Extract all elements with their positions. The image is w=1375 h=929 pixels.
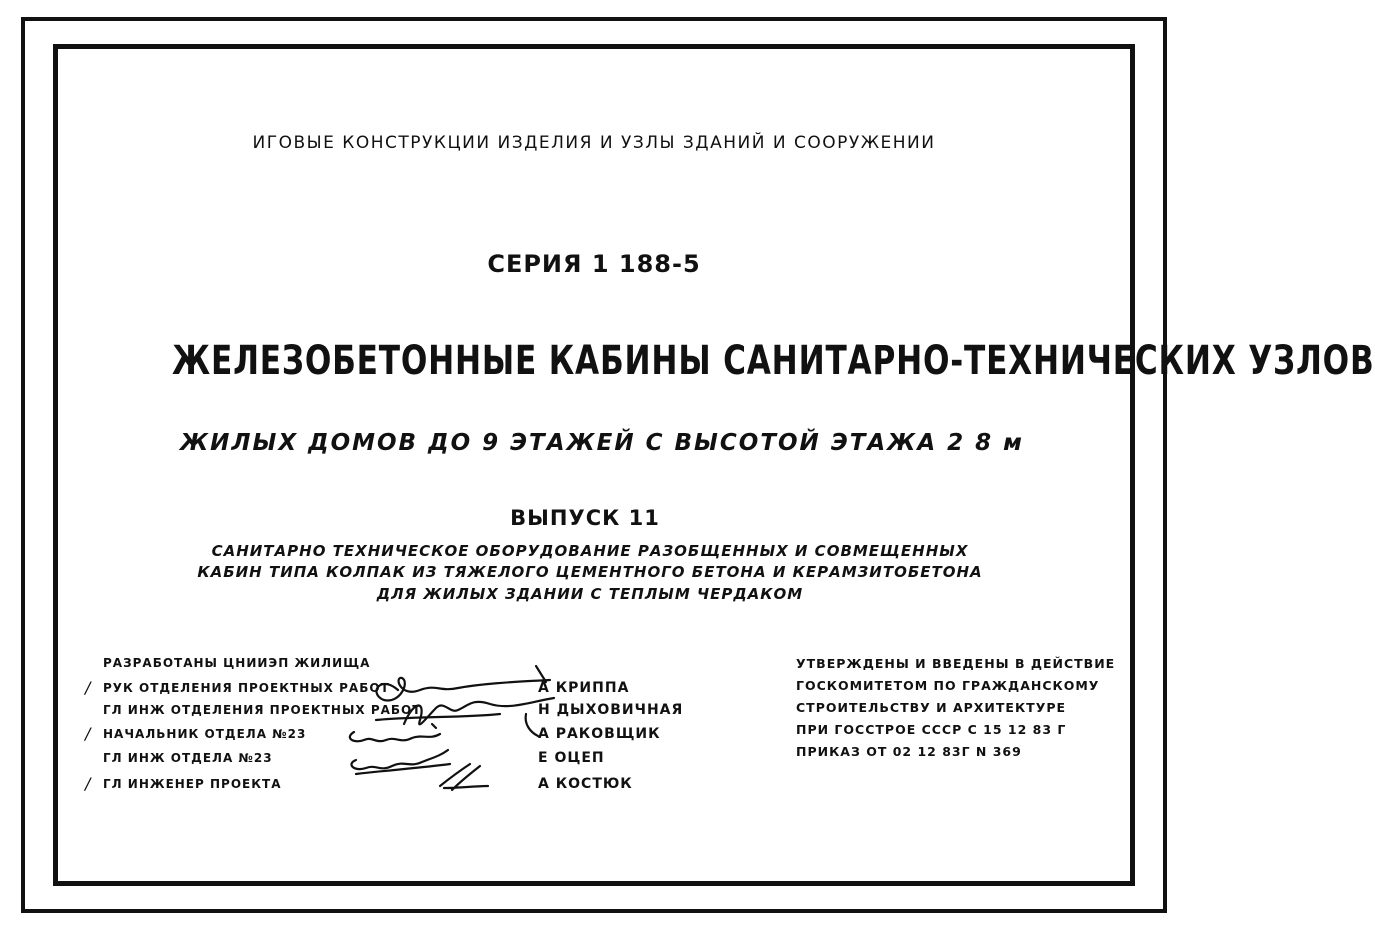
- approval-block: [796, 656, 1116, 766]
- issue-number: ВЫПУСК 11: [510, 506, 660, 530]
- description-line-1: САНИТАРНО ТЕХНИЧЕСКОЕ ОБОРУДОВАНИЕ РАЗОБЩЕННЫХ И СОВМЕЩЕННЫХ: [211, 542, 969, 560]
- signatory-role: НАЧАЛЬНИК ОТДЕЛА №23: [103, 727, 307, 741]
- main-title: ЖЕЛЕЗОБЕТОННЫЕ КАБИНЫ САНИТАРНО-ТЕХНИЧЕСКИХ УЗЛОВ: [172, 338, 1375, 384]
- signatory-mark: /: [85, 774, 91, 793]
- signature-1: [377, 678, 550, 701]
- category-heading: ИГОВЫЕ КОНСТРУКЦИИ ИЗДЕЛИЯ И УЗЛЫ ЗДАНИЙ И СООРУЖЕНИИ: [252, 133, 936, 153]
- approval-line-2: ГОСКОМИТЕТОМ ПО ГРАЖДАНСКОМУ: [796, 678, 1100, 693]
- approval-line-5: ПРИКАЗ ОТ 02 12 83Г N 369: [796, 744, 1022, 759]
- approval-line-3: СТРОИТЕЛЬСТВУ И АРХИТЕКТУРЕ: [796, 700, 1067, 715]
- signatory-role: ГЛ ИНЖ ОТДЕЛА №23: [103, 751, 273, 765]
- signature-5: [440, 764, 488, 790]
- subtitle: ЖИЛЫХ ДОМОВ ДО 9 ЭТАЖЕЙ С ВЫСОТОЙ ЭТАЖА 2 8 м: [180, 430, 1024, 456]
- developer-organization: РАЗРАБОТАНЫ ЦНИИЭП ЖИЛИЩА: [103, 656, 371, 670]
- approval-line-4: ПРИ ГОССТРОЕ СССР С 15 12 83 Г: [796, 722, 1067, 737]
- description-line-3: ДЛЯ ЖИЛЫХ ЗДАНИИ С ТЕПЛЫМ ЧЕРДАКОМ: [376, 585, 804, 603]
- signatory-name: Н ДЫХОВИЧНАЯ: [538, 702, 684, 718]
- signature-3: [350, 732, 440, 741]
- signatory-name: А РАКОВЩИК: [538, 726, 661, 742]
- series-number: СЕРИЯ 1 188-5: [487, 250, 701, 278]
- signature-2: [404, 698, 554, 724]
- signatory-name: А КРИППА: [538, 680, 630, 696]
- signatory-role: ГЛ ИНЖ ОТДЕЛЕНИЯ ПРОЕКТНЫХ РАБОТ: [103, 703, 422, 717]
- description-line-2: КАБИН ТИПА КОЛПАК ИЗ ТЯЖЕЛОГО ЦЕМЕНТНОГО БЕТОНА И КЕРАМЗИТОБЕТОНА: [197, 563, 983, 581]
- handwritten-signatures: [340, 660, 580, 800]
- signatory-role: РУК ОТДЕЛЕНИЯ ПРОЕКТНЫХ РАБОТ: [103, 681, 390, 695]
- approval-line-1: УТВЕРЖДЕНЫ И ВВЕДЕНЫ В ДЕЙСТВИЕ: [796, 656, 1116, 671]
- signatory-mark: /: [85, 678, 91, 697]
- signatory-name: А КОСТЮК: [538, 776, 633, 792]
- signatory-name: Е ОЦЕП: [538, 750, 605, 766]
- signatory-role: ГЛ ИНЖЕНЕР ПРОЕКТА: [103, 777, 282, 791]
- signatory-mark: /: [85, 724, 91, 743]
